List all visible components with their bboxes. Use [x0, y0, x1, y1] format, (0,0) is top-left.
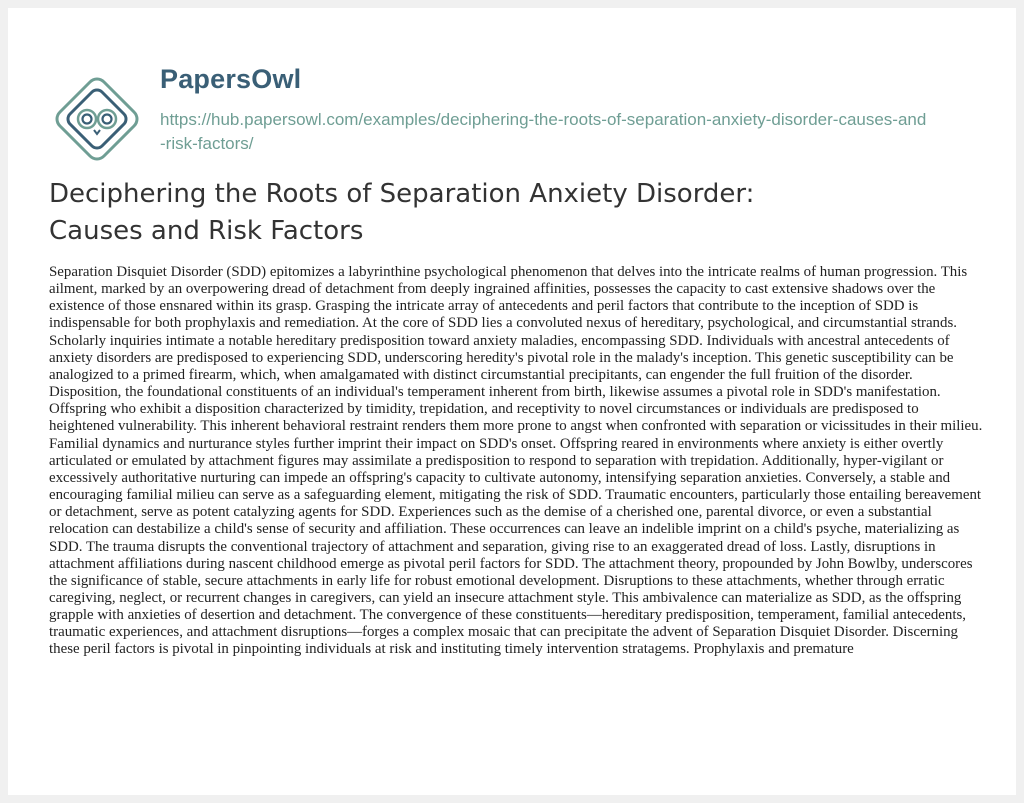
- brand-name: PapersOwl: [160, 64, 302, 94]
- owl-logo-icon: [54, 76, 140, 162]
- document-body: Separation Disquiet Disorder (SDD) epitomizes a labyrinthine psychological phenomenon that delves into the intricate realms of human progression. This ailment, marked by an overpowering dread of detachment from deeply ingrained affinities, possesses the capacity to cast extensive shadows over the existence of those ensnared within its grasp. Grasping the intricate array of antecedents and peril factors that contribute to the inception of SDD is indispensable for both prophylaxis and remediation. At the core of SDD lies a convoluted nexus of hereditary, psychological, and circumstantial strands. Scholarly inquiries intimate a notable hereditary predisposition toward anxiety maladies, encompassing SDD. Individuals with ancestral antecedents of anxiety disorders are predisposed to experiencing SDD, underscoring heredity's pivotal role in the malady's inception. This genetic susceptibility can be analogized to a primed firearm, which, when amalgamated with distinct circumstantial precipitants, can engender the full fruition of the disorder. Disposition, the foundational constituents of an individual's temperament inherent from birth, likewise assumes a pivotal role in SDD's manifestation. Offspring who exhibit a disposition characterized by timidity, trepidation, and receptivity to novel circumstances or individuals are predisposed to heightened vulnerability. This inherent behavioral restraint renders them more prone to angst when confronted with separation or vicissitudes in their milieu. Familial dynamics and nurturance styles further imprint their impact on SDD's onset. Offspring reared in environments where anxiety is either overtly articulated or emulated by attachment figures may assimilate a predisposition to respond to separation with trepidation. Additionally, hyper-vigilant or excessively authoritative nurturing can impede an offspring's capacity to cultivate autonomy, intensifying separation anxieties. Conversely, a stable and encouraging familial milieu can serve as a safeguarding element, mitigating the risk of SDD. Traumatic encounters, particularly those entailing bereavement or detachment, serve as potent catalyzing agents for SDD. Experiences such as the demise of a cherished one, parental divorce, or even a substantial relocation can destabilize a child's sense of security and affiliation. These occurrences can leave an indelible imprint on a child's psyche, materializing as SDD. The trauma disrupts the conventional trajectory of attachment and separation, giving rise to an exaggerated dread of loss. Lastly, disruptions in attachment affiliations during nascent childhood emerge as pivotal peril factors for SDD. The attachment theory, propounded by John Bowlby, underscores the significance of stable, secure attachments in early life for robust emotional development. Disruptions to these attachments, whether through erratic caregiving, neglect, or recurrent changes in caregivers, can yield an insecure attachment style. This ambivalence can materialize as SDD, as the offspring grapple with anxieties of desertion and detachment. The convergence of these constituents—hereditary predisposition, temperament, familial antecedents, traumatic experiences, and attachment disruptions—forges a complex mosaic that can precipitate the advent of Separation Disquiet Disorder. Discerning these peril factors is pivotal in pinpointing individuals at risk and instituting timely intervention stratagems. Prophylaxis and premature: [49, 264, 983, 658]
- document-title: Deciphering the Roots of Separation Anxiety Disorder: Causes and Risk Factors: [49, 179, 755, 246]
- header: [54, 38, 954, 168]
- source-url[interactable]: https://hub.papersowl.com/examples/deciphering-the-roots-of-separation-anxiety-disorder-causes-and-risk-factors/: [160, 110, 927, 153]
- document-page: [8, 8, 1016, 795]
